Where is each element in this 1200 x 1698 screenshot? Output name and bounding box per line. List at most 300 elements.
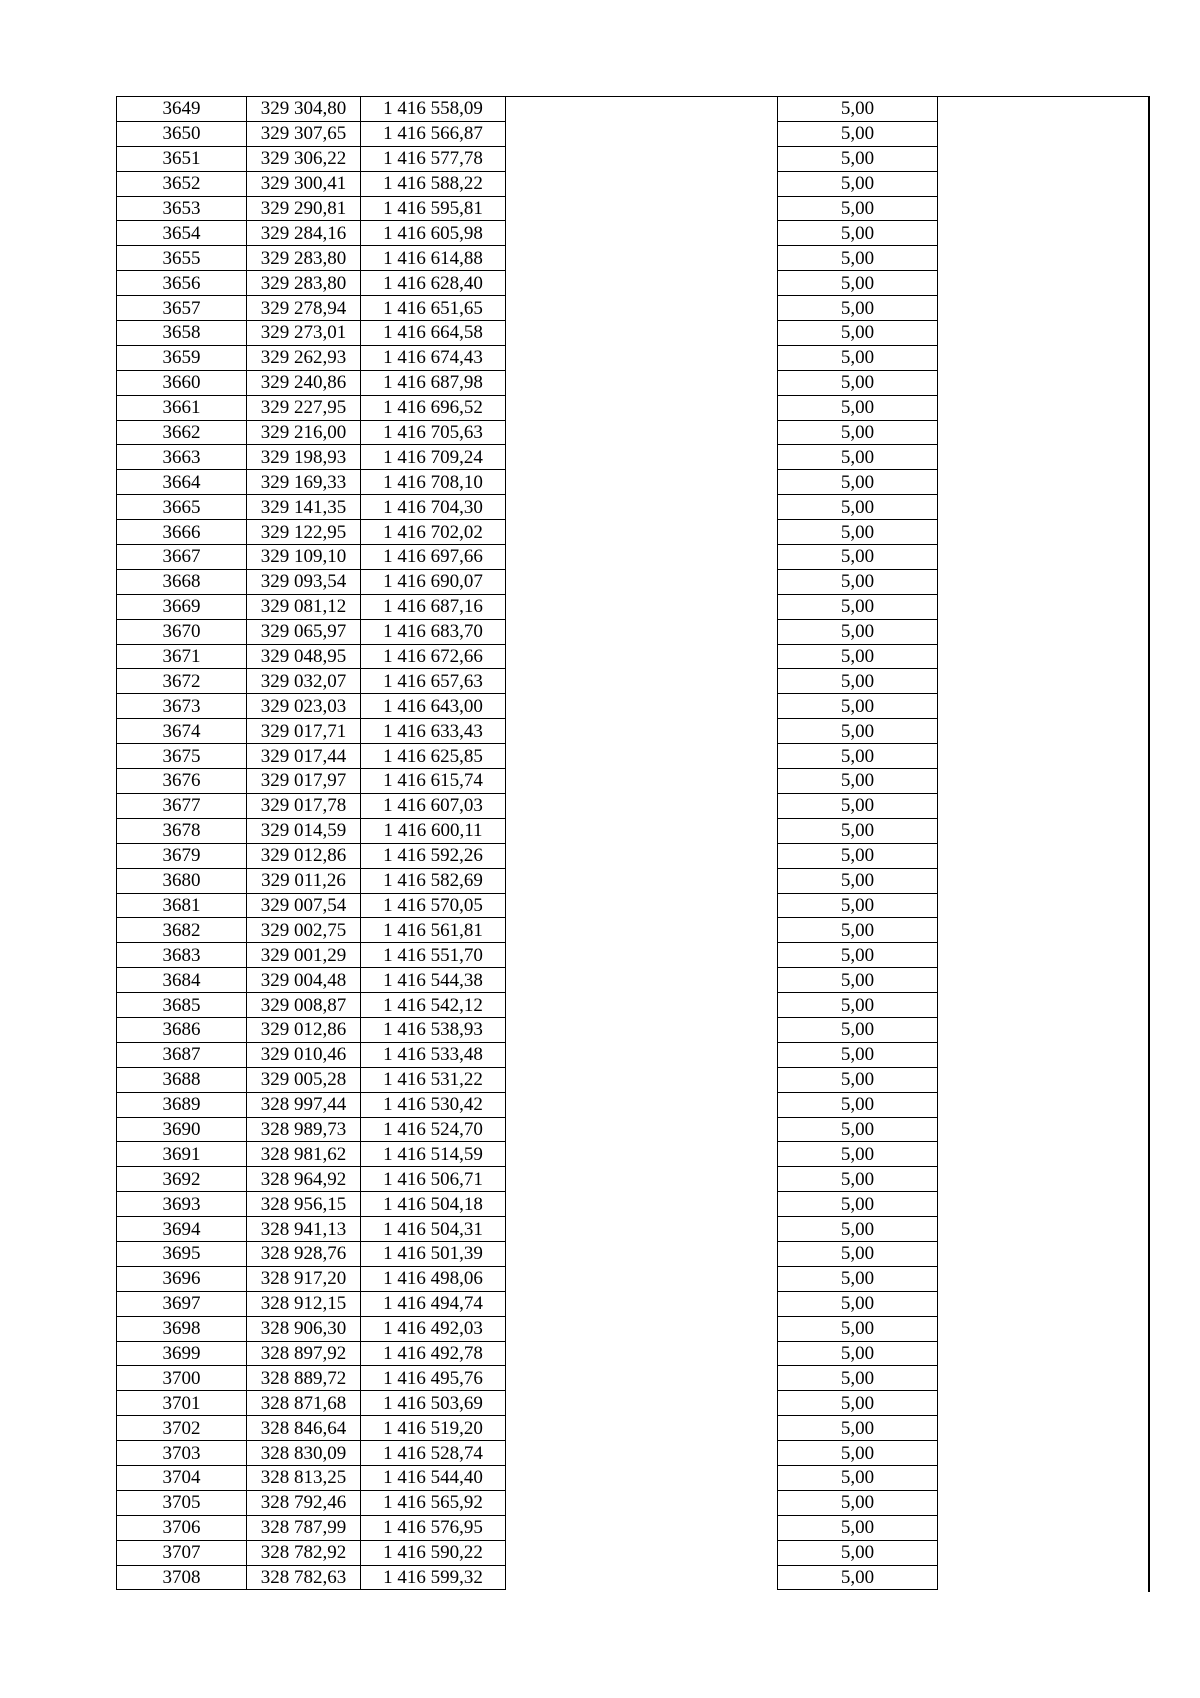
table-row bbox=[117, 744, 1150, 769]
value-cell: 5,00 bbox=[778, 370, 938, 395]
y-coordinate-cell: 1 416 588,22 bbox=[361, 171, 506, 196]
point-number-cell: 3700 bbox=[117, 1366, 247, 1391]
x-coordinate-cell: 329 081,12 bbox=[247, 594, 361, 619]
value-cell: 5,00 bbox=[778, 793, 938, 818]
point-number-cell: 3696 bbox=[117, 1266, 247, 1291]
table-row bbox=[117, 1217, 1150, 1242]
value-cell: 5,00 bbox=[778, 1241, 938, 1266]
empty-cell bbox=[506, 1266, 778, 1291]
empty-cell bbox=[938, 1266, 1150, 1291]
point-number-cell: 3670 bbox=[117, 619, 247, 644]
y-coordinate-cell: 1 416 633,43 bbox=[361, 719, 506, 744]
empty-cell bbox=[938, 694, 1150, 719]
empty-cell bbox=[938, 868, 1150, 893]
table-row bbox=[117, 594, 1150, 619]
table-row bbox=[117, 1167, 1150, 1192]
empty-cell bbox=[506, 1117, 778, 1142]
x-coordinate-cell: 329 011,26 bbox=[247, 868, 361, 893]
empty-cell bbox=[938, 843, 1150, 868]
x-coordinate-cell: 328 889,72 bbox=[247, 1366, 361, 1391]
table-row bbox=[117, 694, 1150, 719]
empty-cell bbox=[506, 594, 778, 619]
empty-cell bbox=[506, 370, 778, 395]
point-number-cell: 3675 bbox=[117, 744, 247, 769]
empty-cell bbox=[506, 395, 778, 420]
y-coordinate-cell: 1 416 709,24 bbox=[361, 445, 506, 470]
value-cell: 5,00 bbox=[778, 868, 938, 893]
table-row bbox=[117, 1441, 1150, 1466]
y-coordinate-cell: 1 416 697,66 bbox=[361, 545, 506, 570]
value-cell: 5,00 bbox=[778, 893, 938, 918]
value-cell: 5,00 bbox=[778, 1017, 938, 1042]
empty-cell bbox=[938, 569, 1150, 594]
empty-cell bbox=[938, 993, 1150, 1018]
empty-cell bbox=[506, 146, 778, 171]
coordinates-table bbox=[116, 96, 1150, 1590]
table-row bbox=[117, 146, 1150, 171]
value-cell: 5,00 bbox=[778, 1167, 938, 1192]
value-cell: 5,00 bbox=[778, 1192, 938, 1217]
point-number-cell: 3667 bbox=[117, 545, 247, 570]
x-coordinate-cell: 329 283,80 bbox=[247, 246, 361, 271]
empty-cell bbox=[506, 171, 778, 196]
value-cell: 5,00 bbox=[778, 1217, 938, 1242]
table-row bbox=[117, 1042, 1150, 1067]
point-number-cell: 3699 bbox=[117, 1341, 247, 1366]
empty-cell bbox=[938, 345, 1150, 370]
empty-cell bbox=[938, 196, 1150, 221]
empty-cell bbox=[938, 445, 1150, 470]
empty-cell bbox=[938, 1167, 1150, 1192]
table-row bbox=[117, 1465, 1150, 1490]
empty-cell bbox=[938, 1117, 1150, 1142]
empty-cell bbox=[506, 1540, 778, 1565]
empty-cell bbox=[506, 843, 778, 868]
point-number-cell: 3684 bbox=[117, 968, 247, 993]
x-coordinate-cell: 329 122,95 bbox=[247, 520, 361, 545]
value-cell: 5,00 bbox=[778, 644, 938, 669]
empty-cell bbox=[506, 296, 778, 321]
x-coordinate-cell: 328 830,09 bbox=[247, 1441, 361, 1466]
empty-cell bbox=[506, 1017, 778, 1042]
point-number-cell: 3681 bbox=[117, 893, 247, 918]
table-row bbox=[117, 271, 1150, 296]
point-number-cell: 3649 bbox=[117, 97, 247, 122]
table-row bbox=[117, 843, 1150, 868]
empty-cell bbox=[938, 769, 1150, 794]
point-number-cell: 3680 bbox=[117, 868, 247, 893]
value-cell: 5,00 bbox=[778, 843, 938, 868]
y-coordinate-cell: 1 416 696,52 bbox=[361, 395, 506, 420]
y-coordinate-cell: 1 416 495,76 bbox=[361, 1366, 506, 1391]
point-number-cell: 3682 bbox=[117, 918, 247, 943]
y-coordinate-cell: 1 416 614,88 bbox=[361, 246, 506, 271]
empty-cell bbox=[938, 1416, 1150, 1441]
y-coordinate-cell: 1 416 528,74 bbox=[361, 1441, 506, 1466]
y-coordinate-cell: 1 416 533,48 bbox=[361, 1042, 506, 1067]
value-cell: 5,00 bbox=[778, 968, 938, 993]
empty-cell bbox=[938, 395, 1150, 420]
point-number-cell: 3679 bbox=[117, 843, 247, 868]
x-coordinate-cell: 328 997,44 bbox=[247, 1092, 361, 1117]
table-row bbox=[117, 1117, 1150, 1142]
x-coordinate-cell: 329 014,59 bbox=[247, 818, 361, 843]
empty-cell bbox=[506, 918, 778, 943]
x-coordinate-cell: 328 964,92 bbox=[247, 1167, 361, 1192]
empty-cell bbox=[938, 1316, 1150, 1341]
empty-cell bbox=[506, 744, 778, 769]
empty-cell bbox=[938, 1192, 1150, 1217]
table-row bbox=[117, 1490, 1150, 1515]
table-row bbox=[117, 445, 1150, 470]
x-coordinate-cell: 328 912,15 bbox=[247, 1291, 361, 1316]
table-row bbox=[117, 644, 1150, 669]
x-coordinate-cell: 329 169,33 bbox=[247, 470, 361, 495]
y-coordinate-cell: 1 416 607,03 bbox=[361, 793, 506, 818]
empty-cell bbox=[506, 893, 778, 918]
value-cell: 5,00 bbox=[778, 619, 938, 644]
x-coordinate-cell: 329 240,86 bbox=[247, 370, 361, 395]
x-coordinate-cell: 329 273,01 bbox=[247, 321, 361, 346]
value-cell: 5,00 bbox=[778, 569, 938, 594]
empty-cell bbox=[506, 719, 778, 744]
point-number-cell: 3660 bbox=[117, 370, 247, 395]
x-coordinate-cell: 329 023,03 bbox=[247, 694, 361, 719]
empty-cell bbox=[938, 321, 1150, 346]
value-cell: 5,00 bbox=[778, 744, 938, 769]
point-number-cell: 3653 bbox=[117, 196, 247, 221]
value-cell: 5,00 bbox=[778, 171, 938, 196]
point-number-cell: 3693 bbox=[117, 1192, 247, 1217]
table-row bbox=[117, 619, 1150, 644]
value-cell: 5,00 bbox=[778, 1490, 938, 1515]
x-coordinate-cell: 329 278,94 bbox=[247, 296, 361, 321]
table-row bbox=[117, 196, 1150, 221]
y-coordinate-cell: 1 416 504,31 bbox=[361, 1217, 506, 1242]
x-coordinate-cell: 329 010,46 bbox=[247, 1042, 361, 1067]
table-row bbox=[117, 1017, 1150, 1042]
value-cell: 5,00 bbox=[778, 719, 938, 744]
table-row bbox=[117, 420, 1150, 445]
x-coordinate-cell: 329 216,00 bbox=[247, 420, 361, 445]
table-row bbox=[117, 97, 1150, 122]
empty-cell bbox=[938, 1217, 1150, 1242]
y-coordinate-cell: 1 416 625,85 bbox=[361, 744, 506, 769]
empty-cell bbox=[938, 1092, 1150, 1117]
table-row bbox=[117, 1241, 1150, 1266]
value-cell: 5,00 bbox=[778, 221, 938, 246]
empty-cell bbox=[506, 221, 778, 246]
point-number-cell: 3668 bbox=[117, 569, 247, 594]
x-coordinate-cell: 329 284,16 bbox=[247, 221, 361, 246]
y-coordinate-cell: 1 416 595,81 bbox=[361, 196, 506, 221]
x-coordinate-cell: 328 782,92 bbox=[247, 1540, 361, 1565]
table-row bbox=[117, 569, 1150, 594]
table-row bbox=[117, 1540, 1150, 1565]
empty-cell bbox=[506, 818, 778, 843]
empty-cell bbox=[938, 1341, 1150, 1366]
value-cell: 5,00 bbox=[778, 196, 938, 221]
y-coordinate-cell: 1 416 683,70 bbox=[361, 619, 506, 644]
point-number-cell: 3701 bbox=[117, 1391, 247, 1416]
value-cell: 5,00 bbox=[778, 943, 938, 968]
table-row bbox=[117, 1565, 1150, 1590]
point-number-cell: 3672 bbox=[117, 669, 247, 694]
value-cell: 5,00 bbox=[778, 1391, 938, 1416]
y-coordinate-cell: 1 416 664,58 bbox=[361, 321, 506, 346]
empty-cell bbox=[506, 271, 778, 296]
empty-cell bbox=[506, 694, 778, 719]
empty-cell bbox=[938, 470, 1150, 495]
point-number-cell: 3698 bbox=[117, 1316, 247, 1341]
empty-cell bbox=[506, 1316, 778, 1341]
y-coordinate-cell: 1 416 506,71 bbox=[361, 1167, 506, 1192]
table-row bbox=[117, 1515, 1150, 1540]
y-coordinate-cell: 1 416 566,87 bbox=[361, 121, 506, 146]
empty-cell bbox=[506, 868, 778, 893]
empty-cell bbox=[506, 1441, 778, 1466]
value-cell: 5,00 bbox=[778, 271, 938, 296]
y-coordinate-cell: 1 416 605,98 bbox=[361, 221, 506, 246]
table-row bbox=[117, 793, 1150, 818]
y-coordinate-cell: 1 416 577,78 bbox=[361, 146, 506, 171]
empty-cell bbox=[506, 1092, 778, 1117]
empty-cell bbox=[506, 1341, 778, 1366]
x-coordinate-cell: 329 306,22 bbox=[247, 146, 361, 171]
table-row bbox=[117, 1266, 1150, 1291]
empty-cell bbox=[938, 97, 1150, 122]
table-row bbox=[117, 943, 1150, 968]
point-number-cell: 3707 bbox=[117, 1540, 247, 1565]
x-coordinate-cell: 329 093,54 bbox=[247, 569, 361, 594]
y-coordinate-cell: 1 416 494,74 bbox=[361, 1291, 506, 1316]
value-cell: 5,00 bbox=[778, 1067, 938, 1092]
table-row bbox=[117, 1291, 1150, 1316]
empty-cell bbox=[506, 420, 778, 445]
empty-cell bbox=[506, 1241, 778, 1266]
point-number-cell: 3685 bbox=[117, 993, 247, 1018]
point-number-cell: 3664 bbox=[117, 470, 247, 495]
x-coordinate-cell: 329 005,28 bbox=[247, 1067, 361, 1092]
point-number-cell: 3704 bbox=[117, 1465, 247, 1490]
value-cell: 5,00 bbox=[778, 420, 938, 445]
empty-cell bbox=[938, 221, 1150, 246]
empty-cell bbox=[938, 1291, 1150, 1316]
empty-cell bbox=[938, 793, 1150, 818]
value-cell: 5,00 bbox=[778, 321, 938, 346]
y-coordinate-cell: 1 416 565,92 bbox=[361, 1490, 506, 1515]
y-coordinate-cell: 1 416 544,40 bbox=[361, 1465, 506, 1490]
y-coordinate-cell: 1 416 542,12 bbox=[361, 993, 506, 1018]
point-number-cell: 3695 bbox=[117, 1241, 247, 1266]
value-cell: 5,00 bbox=[778, 1291, 938, 1316]
empty-cell bbox=[506, 1515, 778, 1540]
y-coordinate-cell: 1 416 687,98 bbox=[361, 370, 506, 395]
point-number-cell: 3671 bbox=[117, 644, 247, 669]
value-cell: 5,00 bbox=[778, 1042, 938, 1067]
point-number-cell: 3661 bbox=[117, 395, 247, 420]
empty-cell bbox=[938, 818, 1150, 843]
empty-cell bbox=[938, 545, 1150, 570]
value-cell: 5,00 bbox=[778, 395, 938, 420]
point-number-cell: 3657 bbox=[117, 296, 247, 321]
point-number-cell: 3650 bbox=[117, 121, 247, 146]
value-cell: 5,00 bbox=[778, 1142, 938, 1167]
empty-cell bbox=[938, 246, 1150, 271]
empty-cell bbox=[938, 744, 1150, 769]
table-row bbox=[117, 1341, 1150, 1366]
y-coordinate-cell: 1 416 599,32 bbox=[361, 1565, 506, 1590]
table-row bbox=[117, 993, 1150, 1018]
x-coordinate-cell: 329 065,97 bbox=[247, 619, 361, 644]
y-coordinate-cell: 1 416 524,70 bbox=[361, 1117, 506, 1142]
value-cell: 5,00 bbox=[778, 918, 938, 943]
x-coordinate-cell: 329 008,87 bbox=[247, 993, 361, 1018]
x-coordinate-cell: 329 262,93 bbox=[247, 345, 361, 370]
value-cell: 5,00 bbox=[778, 694, 938, 719]
empty-cell bbox=[506, 520, 778, 545]
point-number-cell: 3694 bbox=[117, 1217, 247, 1242]
empty-cell bbox=[506, 1167, 778, 1192]
y-coordinate-cell: 1 416 687,16 bbox=[361, 594, 506, 619]
empty-cell bbox=[506, 1465, 778, 1490]
x-coordinate-cell: 329 227,95 bbox=[247, 395, 361, 420]
y-coordinate-cell: 1 416 615,74 bbox=[361, 769, 506, 794]
value-cell: 5,00 bbox=[778, 1266, 938, 1291]
x-coordinate-cell: 329 048,95 bbox=[247, 644, 361, 669]
y-coordinate-cell: 1 416 519,20 bbox=[361, 1416, 506, 1441]
x-coordinate-cell: 329 141,35 bbox=[247, 495, 361, 520]
y-coordinate-cell: 1 416 690,07 bbox=[361, 569, 506, 594]
table-row bbox=[117, 968, 1150, 993]
x-coordinate-cell: 329 017,71 bbox=[247, 719, 361, 744]
table-row bbox=[117, 1366, 1150, 1391]
point-number-cell: 3703 bbox=[117, 1441, 247, 1466]
table-row bbox=[117, 769, 1150, 794]
value-cell: 5,00 bbox=[778, 1316, 938, 1341]
x-coordinate-cell: 328 941,13 bbox=[247, 1217, 361, 1242]
point-number-cell: 3666 bbox=[117, 520, 247, 545]
empty-cell bbox=[506, 644, 778, 669]
y-coordinate-cell: 1 416 498,06 bbox=[361, 1266, 506, 1291]
value-cell: 5,00 bbox=[778, 1117, 938, 1142]
empty-cell bbox=[938, 171, 1150, 196]
x-coordinate-cell: 329 017,97 bbox=[247, 769, 361, 794]
empty-cell bbox=[506, 619, 778, 644]
x-coordinate-cell: 328 928,76 bbox=[247, 1241, 361, 1266]
value-cell: 5,00 bbox=[778, 296, 938, 321]
value-cell: 5,00 bbox=[778, 1465, 938, 1490]
point-number-cell: 3683 bbox=[117, 943, 247, 968]
empty-cell bbox=[938, 146, 1150, 171]
point-number-cell: 3690 bbox=[117, 1117, 247, 1142]
empty-cell bbox=[938, 1241, 1150, 1266]
table-row bbox=[117, 868, 1150, 893]
point-number-cell: 3673 bbox=[117, 694, 247, 719]
value-cell: 5,00 bbox=[778, 545, 938, 570]
empty-cell bbox=[506, 1391, 778, 1416]
value-cell: 5,00 bbox=[778, 97, 938, 122]
table-row bbox=[117, 1316, 1150, 1341]
point-number-cell: 3697 bbox=[117, 1291, 247, 1316]
point-number-cell: 3654 bbox=[117, 221, 247, 246]
x-coordinate-cell: 328 871,68 bbox=[247, 1391, 361, 1416]
table-row bbox=[117, 669, 1150, 694]
x-coordinate-cell: 329 198,93 bbox=[247, 445, 361, 470]
x-coordinate-cell: 329 012,86 bbox=[247, 1017, 361, 1042]
y-coordinate-cell: 1 416 582,69 bbox=[361, 868, 506, 893]
y-coordinate-cell: 1 416 492,03 bbox=[361, 1316, 506, 1341]
value-cell: 5,00 bbox=[778, 520, 938, 545]
table-row bbox=[117, 221, 1150, 246]
table-row bbox=[117, 893, 1150, 918]
empty-cell bbox=[506, 1366, 778, 1391]
value-cell: 5,00 bbox=[778, 470, 938, 495]
empty-cell bbox=[938, 1042, 1150, 1067]
table-right-border bbox=[1148, 96, 1150, 1592]
table-row bbox=[117, 296, 1150, 321]
y-coordinate-cell: 1 416 558,09 bbox=[361, 97, 506, 122]
empty-cell bbox=[938, 1540, 1150, 1565]
empty-cell bbox=[506, 793, 778, 818]
point-number-cell: 3706 bbox=[117, 1515, 247, 1540]
value-cell: 5,00 bbox=[778, 1540, 938, 1565]
y-coordinate-cell: 1 416 514,59 bbox=[361, 1142, 506, 1167]
point-number-cell: 3686 bbox=[117, 1017, 247, 1042]
table-row bbox=[117, 1192, 1150, 1217]
x-coordinate-cell: 328 989,73 bbox=[247, 1117, 361, 1142]
x-coordinate-cell: 329 109,10 bbox=[247, 545, 361, 570]
y-coordinate-cell: 1 416 651,65 bbox=[361, 296, 506, 321]
table-row bbox=[117, 1391, 1150, 1416]
table-row bbox=[117, 395, 1150, 420]
value-cell: 5,00 bbox=[778, 121, 938, 146]
table-row bbox=[117, 1416, 1150, 1441]
x-coordinate-cell: 328 846,64 bbox=[247, 1416, 361, 1441]
empty-cell bbox=[506, 246, 778, 271]
y-coordinate-cell: 1 416 657,63 bbox=[361, 669, 506, 694]
x-coordinate-cell: 328 917,20 bbox=[247, 1266, 361, 1291]
point-number-cell: 3658 bbox=[117, 321, 247, 346]
empty-cell bbox=[506, 495, 778, 520]
point-number-cell: 3676 bbox=[117, 769, 247, 794]
empty-cell bbox=[506, 445, 778, 470]
empty-cell bbox=[938, 1067, 1150, 1092]
value-cell: 5,00 bbox=[778, 345, 938, 370]
value-cell: 5,00 bbox=[778, 594, 938, 619]
value-cell: 5,00 bbox=[778, 246, 938, 271]
empty-cell bbox=[938, 420, 1150, 445]
empty-cell bbox=[506, 545, 778, 570]
empty-cell bbox=[938, 495, 1150, 520]
point-number-cell: 3689 bbox=[117, 1092, 247, 1117]
y-coordinate-cell: 1 416 576,95 bbox=[361, 1515, 506, 1540]
empty-cell bbox=[506, 769, 778, 794]
empty-cell bbox=[938, 1515, 1150, 1540]
table-row bbox=[117, 321, 1150, 346]
value-cell: 5,00 bbox=[778, 669, 938, 694]
empty-cell bbox=[506, 993, 778, 1018]
x-coordinate-cell: 329 017,78 bbox=[247, 793, 361, 818]
point-number-cell: 3691 bbox=[117, 1142, 247, 1167]
point-number-cell: 3656 bbox=[117, 271, 247, 296]
empty-cell bbox=[938, 968, 1150, 993]
empty-cell bbox=[506, 345, 778, 370]
empty-cell bbox=[938, 1565, 1150, 1590]
empty-cell bbox=[506, 196, 778, 221]
empty-cell bbox=[506, 321, 778, 346]
x-coordinate-cell: 328 782,63 bbox=[247, 1565, 361, 1590]
